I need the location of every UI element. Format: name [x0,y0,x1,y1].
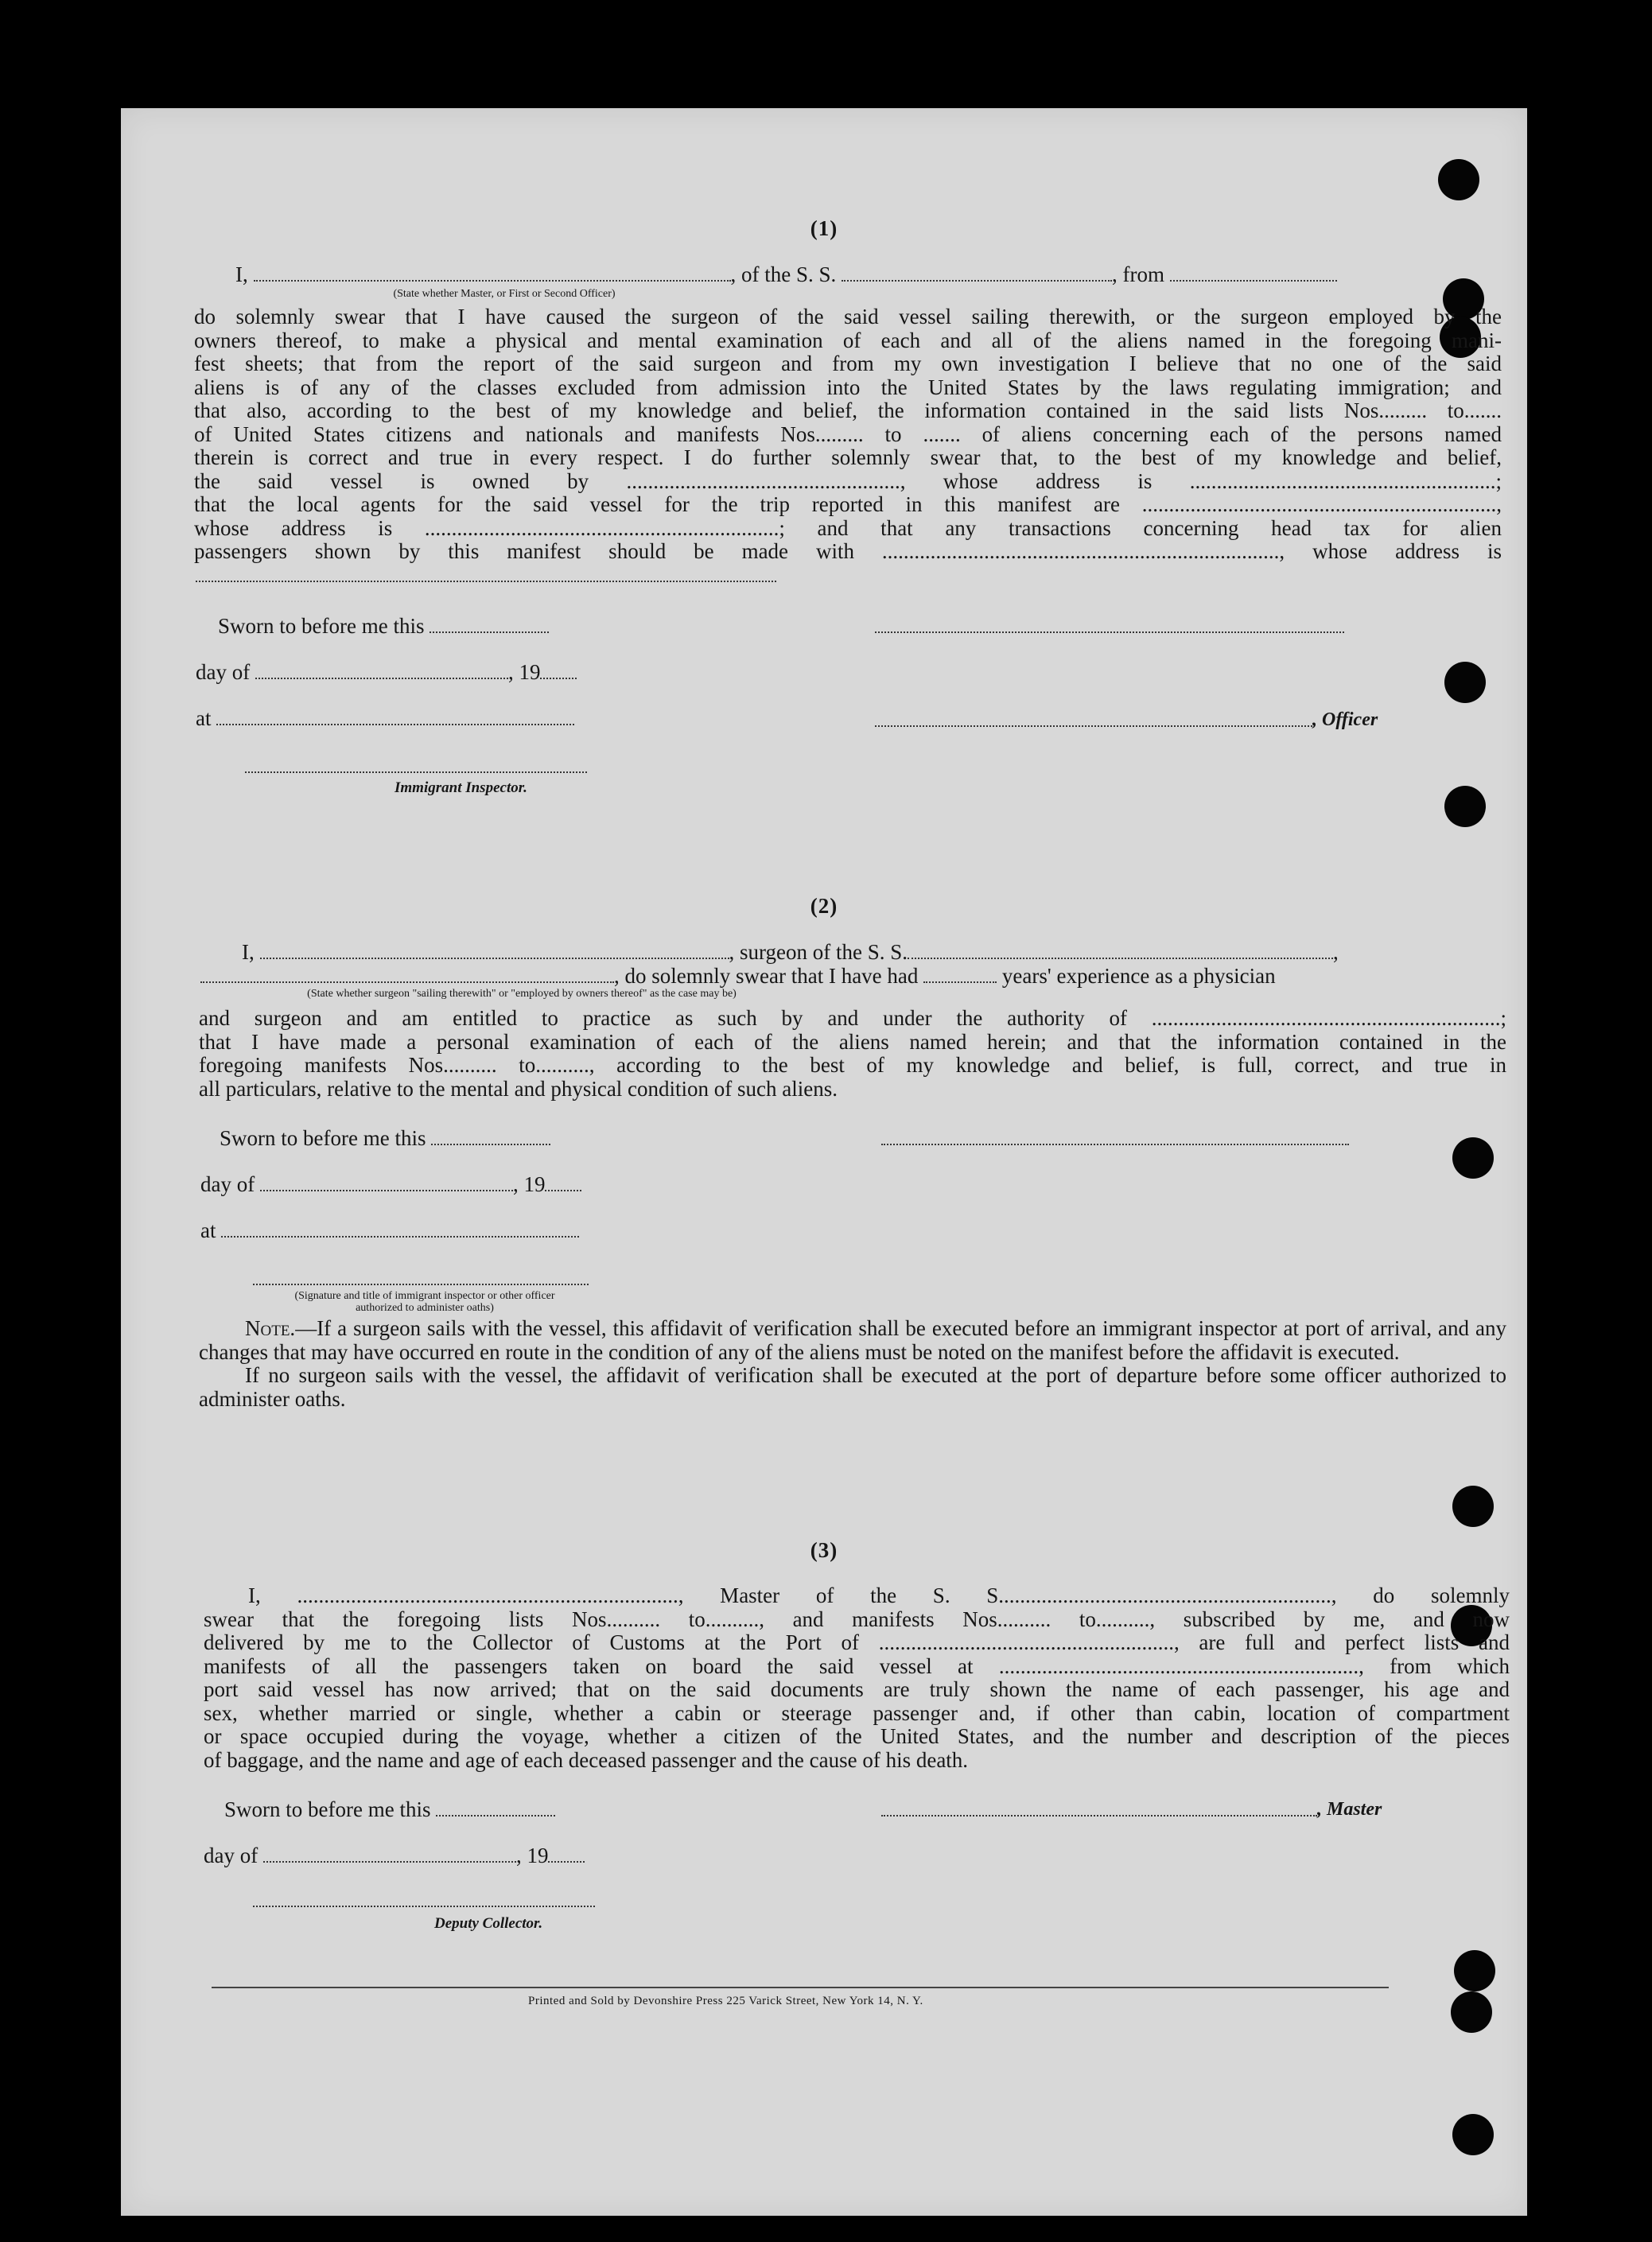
punch-hole [1454,1950,1495,1991]
section-3-heading: (3) [810,1538,838,1562]
section-1-i-label: I, [235,262,248,286]
section-1-line-1 [235,262,1500,286]
section-1-paragraph: do solemnly swear that I have caused the surgeon of the said vessel sailing therewith, or the surgeon employed by the owners thereof, to make a physical and mental examination of each and all of the aliens named in the foregoing mani- fest sheets; that from the report of the said surgeon and from my own investigation I believe that no one of the said aliens is of any of the classes excluded from admission into the United States by the laws regulating immigration; and that also, according to the best of my knowledge and belief, the information contained in the said lists Nos......... to....... of United States citizens and nationals and manifests Nos......... to ....... of aliens concerning each of the persons named therein is correct and true in every respect. I do further solemnly swear that, to the best of my knowledge and belief, the said vessel is owned by ..................................................., whose address is .........................................................; that the local agents for the said vessel for the trip reported in this manifest are .................................................................., whose address is ..................................................................; and that any transactions concerning head tax for alien passengers shown by this manifest should be made with .........................................................................., whose address is [194,305,1502,563]
document-page [121,108,1527,2216]
at-place-field[interactable] [216,708,574,725]
section-2-day-of: day of , 19 [200,1172,581,1196]
section-2-line-1: I, , surgeon of the S. S. , [242,940,1339,964]
section-2-paragraph: and surgeon and am entitled to practice as such by and under the authority of .................................................................; that I have made a personal examination of each of the aliens named herein; and that the information contained in the foregoing manifests Nos.......... to.........., according to the best of my knowledge and belief, is full, correct, and true in all particulars, relative to the mental and physical condition of such aliens. [199,1006,1506,1101]
master-signature-line[interactable] [881,1815,1317,1817]
deputy-collector-label: Deputy Collector. [434,1915,543,1932]
officer-signature-line[interactable] [875,631,1344,633]
section-2-year-field[interactable] [545,1174,581,1191]
section-2-line-2: , do solemnly swear that I have had years' experience as a physician [200,964,1276,988]
years-experience-field[interactable] [923,966,997,983]
inspector-signature-line[interactable] [253,1284,589,1285]
immigrant-inspector-label: Immigrant Inspector. [395,779,527,796]
punch-hole [1452,1137,1494,1179]
footer-rule [212,1987,1389,1988]
master-label: , Master [1317,1799,1382,1820]
section-1-sworn: Sworn to before me this [218,614,549,638]
officer-signature-line-2[interactable] [875,725,1312,727]
section-3-sworn-date-field[interactable] [436,1799,555,1817]
from-label: , from [1112,262,1164,286]
punch-hole [1438,159,1479,200]
punch-hole [1444,786,1486,827]
sworn-date-field[interactable] [430,616,549,633]
immigrant-inspector-signature-line[interactable] [245,771,587,773]
section-3-sworn: Sworn to before me this [224,1797,555,1821]
section-3-paragraph: I, ......................................................................., Master of the S. S.............................................................., do solemnly swear that the foregoing lists Nos.......... to.........., and manifests Nos.......... to.........., subscribed by me, and now delivered by me to the Collector of Customs at the Port of ......................................................., are full and perfect lists and manifests of all the passengers taken on board the said vessel at ..................................................................., from which port said vessel has now arrived; that on the said documents are truly shown the name of each passenger, his age and sex, whether married or single, whether a cabin or steerage passenger and, if other than cabin, location of compartment or space occupied during the voyage, whether a citizen of the United States, and the number and description of the pieces of baggage, and the name and age of each deceased passenger and the cause of his death. [204,1583,1510,1772]
of-the-ss-label: , of the S. S. [730,262,837,286]
officer-title-field[interactable] [254,264,731,282]
address-field[interactable] [196,581,776,582]
inspector-signature-caption: (Signature and title of immigrant inspector or other officer authorized to administer oaths) [294,1290,555,1314]
surgeon-status-caption: (State whether surgeon "sailing therewith" or "employed by owners thereof" as the case may be) [307,988,737,1000]
section-1-day-of: day of , 19 [196,660,577,684]
section-3-year-field[interactable] [548,1845,585,1863]
note-text: —If a surgeon sails with the vessel, this affidavit of verification shall be executed before an immigrant inspector at port of arrival, and any changes that may have occurred en route in the condition of any of the aliens must be noted on the manifest before the affidavit is executed. [199,1316,1506,1364]
punch-hole [1444,662,1486,703]
section-1-heading: (1) [810,216,838,240]
surgeon-signature-line[interactable] [881,1144,1349,1145]
deputy-collector-signature-line[interactable] [253,1906,595,1907]
printer-imprint: Printed and Sold by Devonshire Press 225 Varick Street, New York 14, N. Y. [528,1995,923,2007]
year-field[interactable] [540,662,577,679]
punch-hole [1451,1991,1492,2033]
surgeon-name-field[interactable] [260,942,729,959]
section-2-sworn-date-field[interactable] [431,1128,550,1145]
from-port-field[interactable] [1170,264,1337,282]
section-3-day-field[interactable] [263,1845,516,1863]
punch-hole [1452,2114,1494,2155]
section-2-day-field[interactable] [260,1174,513,1191]
surgeon-vessel-field[interactable] [908,942,1333,959]
officer-label: , Officer [1312,709,1378,730]
section-2-at-field[interactable] [221,1220,579,1238]
day-of-field[interactable] [255,662,508,679]
section-3-day-of: day of , 19 [204,1844,585,1867]
surgeon-status-field[interactable] [200,966,614,983]
punch-hole [1452,1486,1494,1527]
vessel-name-field[interactable] [842,264,1112,282]
section-2-at: at [200,1218,579,1242]
section-1-at: at [196,706,574,730]
note-text-2: If no surgeon sails with the vessel, the affidavit of verification shall be executed at the port of departure before some officer authorized to administer oaths. [199,1363,1506,1411]
note-label: Note. [245,1316,296,1340]
officer-title-caption: (State whether Master, or First or Second Officer) [393,288,616,300]
note [199,1317,1506,1411]
section-2-sworn: Sworn to before me this [220,1126,550,1150]
section-2-heading: (2) [810,894,838,918]
